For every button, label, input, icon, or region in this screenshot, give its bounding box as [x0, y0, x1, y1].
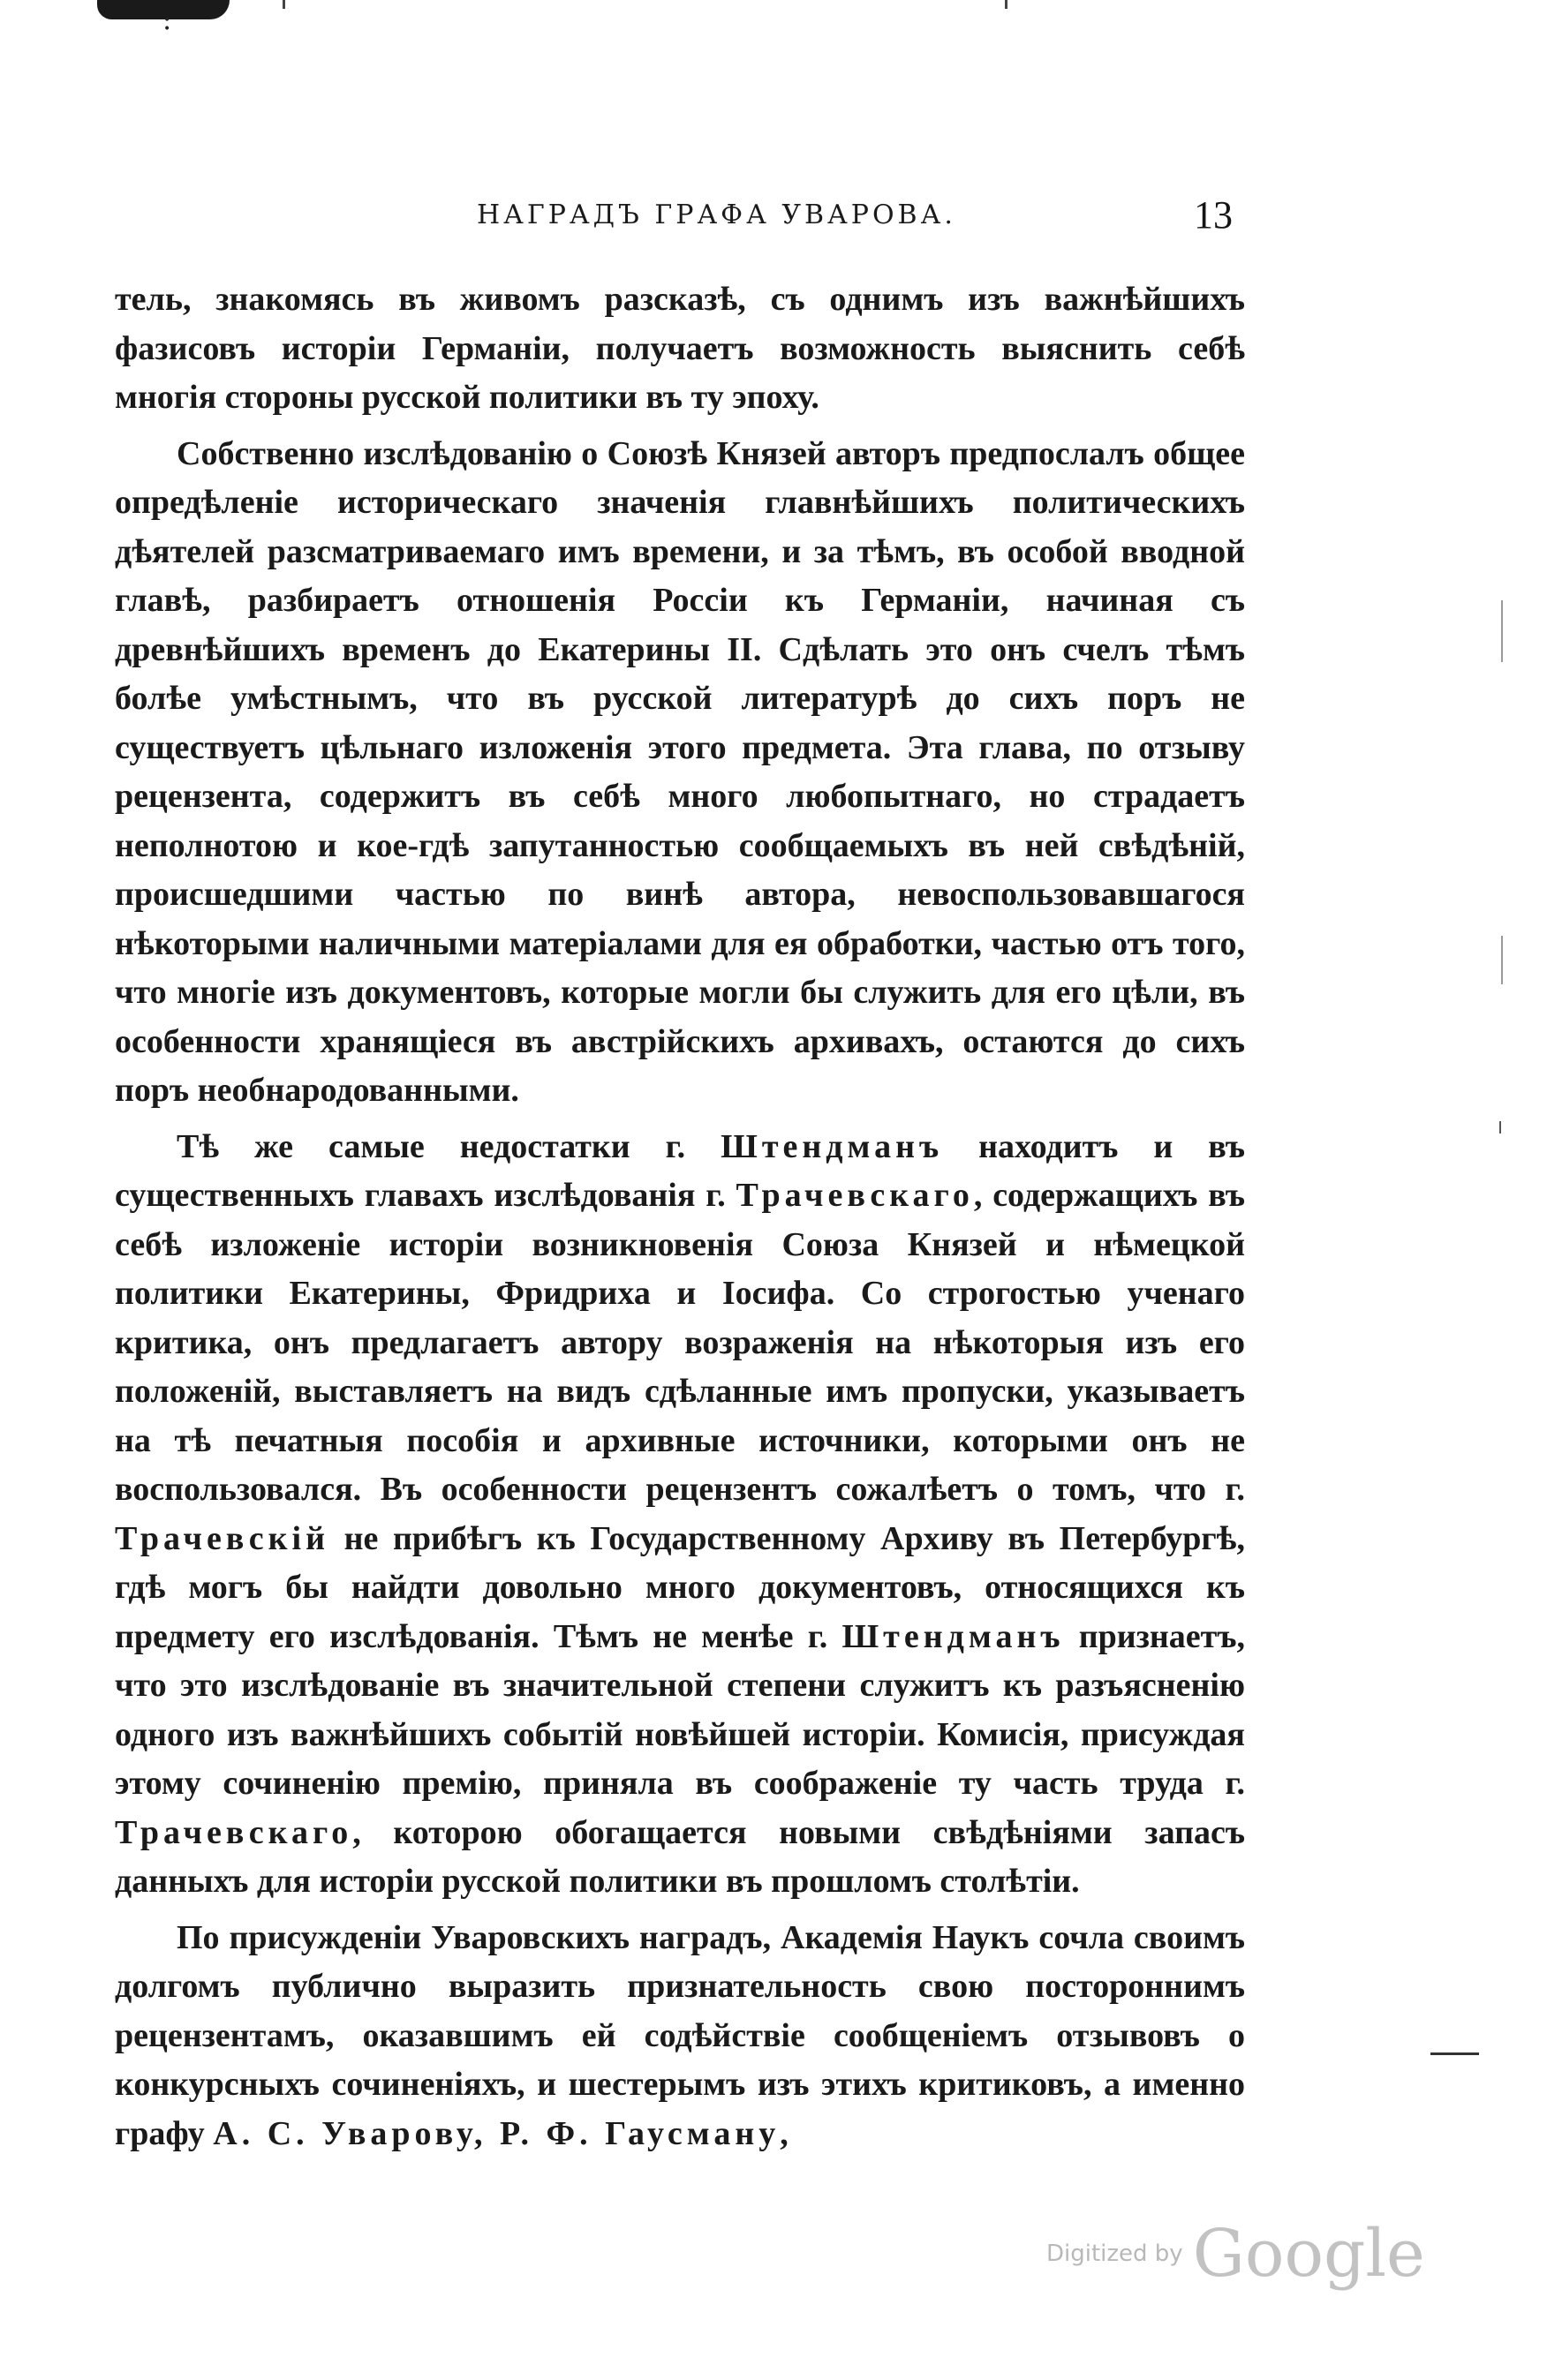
spaced-name: Штендманъ [841, 1617, 1065, 1655]
paragraph [115, 430, 1245, 1116]
text-segment: не прибѣгъ къ Государственному Архиву въ Петербургѣ, гдѣ могъ бы найдти довольно много документовъ, относящихся къ предмету его изслѣдованія. Тѣмъ не менѣе г. [115, 1519, 1245, 1655]
spaced-name: А. С. Уварову, Р. Ф. Гаусману [213, 2114, 781, 2152]
paragraph [115, 1123, 1245, 1907]
watermark [1046, 2216, 1425, 2292]
ink-dots: • • [163, 13, 171, 36]
text-segment: , [780, 2114, 789, 2152]
margin-dash [1430, 2052, 1479, 2055]
margin-mark [1501, 600, 1503, 662]
text-segment: , содержащихъ въ себѣ изложеніе исторіи возникновенія Союза Князей и нѣмецкой политики Екатерины, Фридриха и Іосифа. Со строгостью ученаго критика, онъ предлагаетъ автору возраженія на нѣкоторыя изъ его положеній, выставляетъ на видъ сдѣланные имъ пропуски, указываетъ на тѣ печатныя пособія и архивные источники, которыми онъ не воспользовался. Въ особенности рецензентъ сожалѣетъ о томъ, что г. [115, 1177, 1245, 1508]
spaced-name: Трачевскаго [115, 1813, 353, 1851]
text-segment: тель, знакомясь въ живомъ разсказѣ, съ однимъ изъ важнѣйшихъ фазисовъ исторіи Германіи, получаетъ возможность выяснить себѣ многія стороны русской политики въ ту эпоху. [115, 281, 1245, 416]
text-segment: признаетъ, что это изслѣдованіе въ значительной степени служитъ къ разъясненію одного изъ важнѣйшихъ событій новѣйшей исторіи. Комисія, присуждая этому сочиненію премію, приняла въ соображеніе ту часть труда г. [115, 1617, 1245, 1802]
body-text [115, 275, 1245, 2165]
text-segment: По присужденіи Уваровскихъ наградъ, Академія Наукъ сочла своимъ долгомъ публично выразить признательность свою постороннимъ рецензентамъ, оказавшимъ ей содѣйствіе сообщеніемъ отзывовъ о конкурсныхъ сочиненіяхъ, и шестерымъ изъ этихъ критиковъ, а именно графу [115, 1918, 1245, 2152]
margin-mark [1499, 1121, 1501, 1134]
scan-mark [283, 0, 285, 9]
paragraph [115, 1914, 1245, 2159]
spaced-name: Трачевскій [115, 1519, 330, 1557]
watermark-prefix: Digitized by [1046, 2241, 1183, 2267]
spaced-name: Штендманъ [721, 1127, 944, 1165]
text-segment: находитъ и въ существенныхъ главахъ изслѣдованія г. [115, 1127, 1245, 1214]
paragraph [115, 275, 1245, 423]
text-segment: , которою обогащается новыми свѣдѣніями запасъ данныхъ для исторіи русской политики въ прошломъ столѣтіи. [115, 1813, 1245, 1900]
margin-mark [1501, 936, 1503, 984]
spaced-name: Трачевскаго [736, 1177, 974, 1214]
google-logo: Google [1192, 2216, 1425, 2292]
page-number: 13 [1194, 193, 1233, 237]
running-title: НАГРАДЪ ГРАФА УВАРОВА. [477, 200, 956, 230]
text-segment: Тѣ же самые недостатки г. [177, 1127, 721, 1165]
text-segment: Собственно изслѣдованію о Союзѣ Князей авторъ предпослалъ общее опредѣленіе историческаго значенія главнѣйшихъ политическихъ дѣятелей разсматриваемаго имъ времени, и за тѣмъ, въ особой вводной главѣ, разбираетъ отношенія Россіи къ Германіи, начиная съ древнѣйшихъ временъ до Екатерины II. Сдѣлать это онъ счелъ тѣмъ болѣе умѣстнымъ, что въ русской литературѣ до сихъ поръ не существуетъ цѣльнаго изложенія этого предмета. Эта глава, по отзыву рецензента, содержитъ въ себѣ много любопытнаго, но страдаетъ неполнотою и кое-гдѣ запутанностью сообщаемыхъ въ ней свѣдѣній, происшедшими частью по винѣ автора, невоспользовавшагося нѣкоторыми наличными матеріалами для ея обработки, частью отъ того, что многіе изъ документовъ, которые могли бы служить для его цѣли, въ особенности хранящіеся въ австрійскихъ архивахъ, остаются до сихъ поръ необнародованными. [115, 434, 1245, 1109]
scan-mark [1005, 0, 1007, 9]
